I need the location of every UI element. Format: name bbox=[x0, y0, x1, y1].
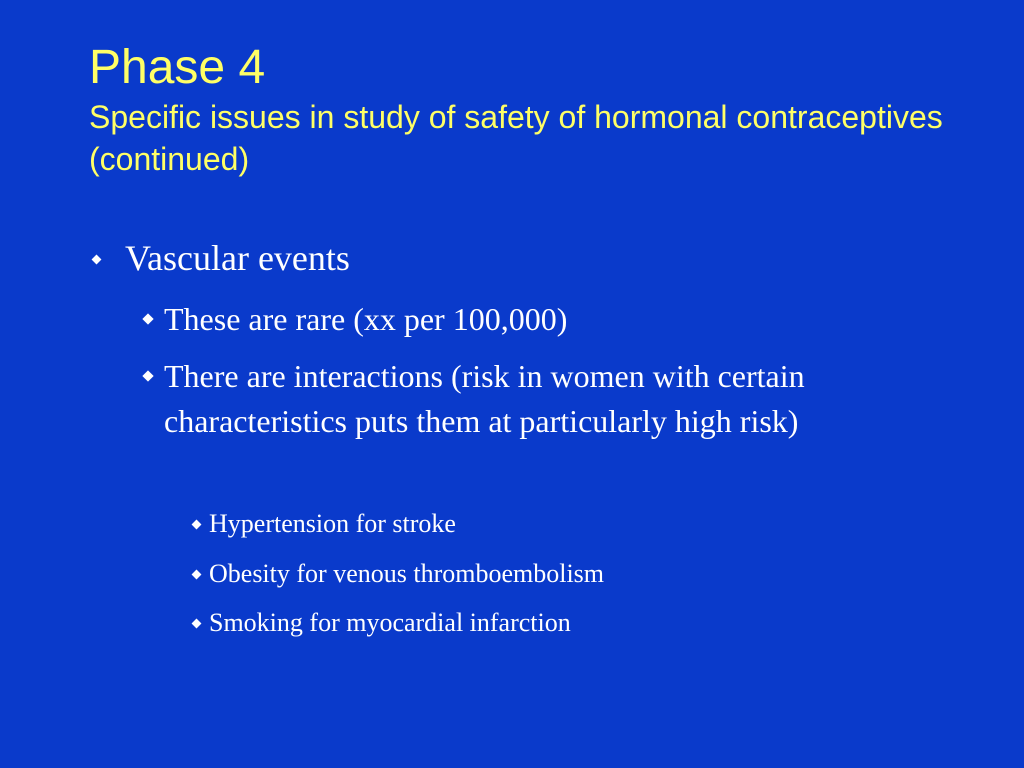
diamond-bullet-icon bbox=[92, 255, 102, 265]
diamond-bullet-icon bbox=[192, 520, 202, 530]
bullet-text: Vascular events bbox=[125, 238, 350, 278]
bullet-text: Smoking for myocardial infarction bbox=[209, 608, 571, 637]
diamond-bullet-icon bbox=[142, 370, 153, 381]
diamond-bullet-icon bbox=[192, 570, 202, 580]
bullet-text: Obesity for venous thromboembolism bbox=[209, 559, 605, 588]
bullet-level2 bbox=[144, 297, 567, 342]
bullet-text: There are interactions (risk in women with certain characteristics puts them at particularly high risk) bbox=[164, 358, 805, 439]
bullet-level3 bbox=[193, 607, 571, 639]
bullet-level1 bbox=[93, 236, 350, 280]
diamond-bullet-icon bbox=[192, 619, 202, 629]
bullet-level2 bbox=[144, 354, 924, 444]
diamond-bullet-icon bbox=[142, 313, 153, 324]
title-subtitle: Specific issues in study of safety of hormonal contraceptives (continued) bbox=[89, 99, 943, 177]
bullet-level3 bbox=[193, 558, 604, 590]
bullet-level3 bbox=[193, 508, 456, 540]
slide-title bbox=[89, 40, 989, 180]
bullet-text: These are rare (xx per 100,000) bbox=[164, 301, 568, 337]
bullet-text: Hypertension for stroke bbox=[209, 509, 456, 538]
title-main: Phase 4 bbox=[89, 41, 266, 94]
